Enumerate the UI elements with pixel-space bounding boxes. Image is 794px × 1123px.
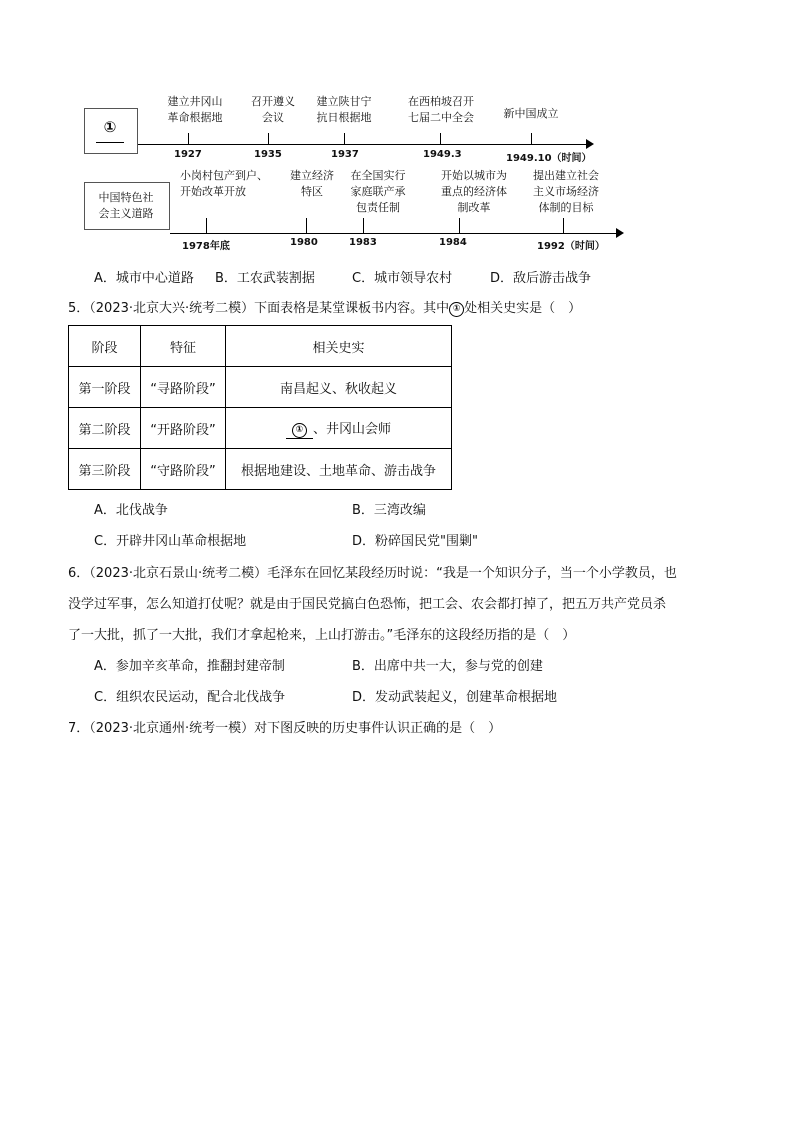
table-cell: 第一阶段	[69, 367, 141, 408]
timeline-2-tick	[306, 218, 307, 233]
timeline-2-tick	[459, 218, 460, 233]
timeline-1-year: 1949.3	[423, 149, 462, 160]
timeline-2-event-label: 建立经济 特区	[290, 169, 334, 198]
timeline-2-box-label: 中国特色社 会主义道路	[98, 191, 154, 220]
timeline-2-year: 1992（时间）	[537, 241, 605, 252]
timeline-1-arrow	[586, 139, 594, 149]
table-cell: 根据地建设、土地革命、游击战争	[226, 449, 452, 490]
table-header-row	[69, 326, 452, 367]
timeline-1-box-label: ①	[103, 118, 117, 136]
table-cell: 第三阶段	[69, 449, 141, 490]
table-cell: 第二阶段	[69, 408, 141, 449]
timeline-1-year: 1935	[254, 149, 282, 160]
q5-option-c[interactable]: C．开辟井冈山革命根据地	[94, 534, 247, 549]
q6-option-b[interactable]: B．出席中共一大，参与党的创建	[352, 659, 543, 674]
table-header: 特征	[141, 326, 226, 367]
timeline-2-event-label: 提出建立社会 主义市场经济 体制的目标	[533, 169, 599, 214]
table-header: 阶段	[69, 326, 141, 367]
table-cell: “守路阶段”	[141, 449, 226, 490]
q6-option-d[interactable]: D．发动武装起义，创建革命根据地	[352, 690, 558, 705]
q5-option-d[interactable]: D．粉碎国民党"围剿"	[352, 534, 478, 549]
table-cell: 南昌起义、秋收起义	[226, 367, 452, 408]
table-row	[69, 449, 452, 490]
q4-option-c[interactable]: C．城市领导农村	[352, 271, 453, 286]
table-cell: “寻路阶段”	[141, 367, 226, 408]
timeline-1-year: 1949.10（时间）	[506, 153, 592, 164]
blank-marker	[286, 422, 313, 439]
timeline-1-tick	[188, 133, 189, 144]
q6-stem-line-3: 了一大批，抓了一大批，我们才拿起枪来，上山打游击。”毛泽东的这段经历指的是（ ）	[68, 628, 576, 643]
timeline-1-box-underline	[96, 142, 124, 143]
timeline-2-year: 1978年底	[182, 241, 230, 252]
q5-stem-marker: ①	[449, 302, 464, 317]
timeline-2-year: 1983	[349, 237, 377, 248]
timeline-1-year: 1937	[331, 149, 359, 160]
table-row	[69, 367, 452, 408]
q6-option-a[interactable]: A．参加辛亥革命，推翻封建帝制	[94, 659, 285, 674]
timeline-2-tick	[563, 218, 564, 233]
timeline-2-tick	[363, 218, 364, 233]
table-row	[69, 408, 452, 449]
timeline-1-tick	[268, 133, 269, 144]
q5-option-b[interactable]: B．三湾改编	[352, 503, 426, 518]
q5-option-a[interactable]: A．北伐战争	[94, 503, 168, 518]
q4-option-d[interactable]: D．敌后游击战争	[490, 271, 592, 286]
q5-stem-text-after: 处相关史实是（ ）	[464, 301, 582, 316]
timeline-1-event-label: 建立陕甘宁 抗日根据地	[316, 95, 372, 124]
q5-table	[68, 325, 452, 490]
timeline-2-event-label: 小岗村包产到户、 开始改革开放	[180, 169, 268, 198]
timeline-1-year: 1927	[174, 149, 202, 160]
timeline-2-year: 1984	[439, 237, 467, 248]
timeline-2-event-label: 开始以城市为 重点的经济体 制改革	[441, 169, 507, 214]
timeline-1-event-label: 新中国成立	[503, 107, 559, 120]
timeline-1-event-label: 召开遵义 会议	[251, 95, 295, 124]
q4-option-a[interactable]: A．城市中心道路	[94, 271, 194, 286]
timeline-1-event-label: 建立井冈山 革命根据地	[167, 95, 223, 124]
q5-stem-text: 5．（2023·北京大兴·统考二模）下面表格是某堂课板书内容。其中	[68, 301, 450, 316]
timeline-1-tick	[440, 133, 441, 144]
blank-marker-number: ①	[292, 423, 307, 438]
q4-option-b[interactable]: B．工农武装割据	[215, 271, 315, 286]
table-cell: “开路阶段”	[141, 408, 226, 449]
table-cell	[226, 408, 452, 449]
q5-stem	[68, 300, 581, 318]
timeline-1-tick	[344, 133, 345, 144]
timeline-1-event-label: 在西柏坡召开 七届二中全会	[408, 95, 474, 124]
table-header: 相关史实	[226, 326, 452, 367]
timeline-2-year: 1980	[290, 237, 318, 248]
q6-option-c[interactable]: C．组织农民运动，配合北伐战争	[94, 690, 286, 705]
q6-stem-line-1: 6．（2023·北京石景山·统考二模）毛泽东在回忆某段经历时说：“我是一个知识分子，当一个小学教员，也	[68, 566, 677, 581]
q6-stem-line-2: 没学过军事，怎么知道打仗呢？就是由于国民党搞白色恐怖，把工会、农会都打掉了，把五万共产党员杀	[68, 597, 667, 612]
timeline-1-axis	[138, 144, 588, 145]
timeline-2-arrow	[616, 228, 624, 238]
timeline-2-axis	[170, 233, 618, 234]
timeline-1-tick	[531, 133, 532, 144]
table-cell-text: 、井冈山会师	[312, 421, 391, 437]
timeline-2-event-label: 在全国实行 家庭联产承 包责任制	[350, 169, 406, 214]
timeline-2-tick	[206, 218, 207, 233]
q7-stem: 7．（2023·北京通州·统考一模）对下图反映的历史事件认识正确的是（ ）	[68, 721, 502, 736]
